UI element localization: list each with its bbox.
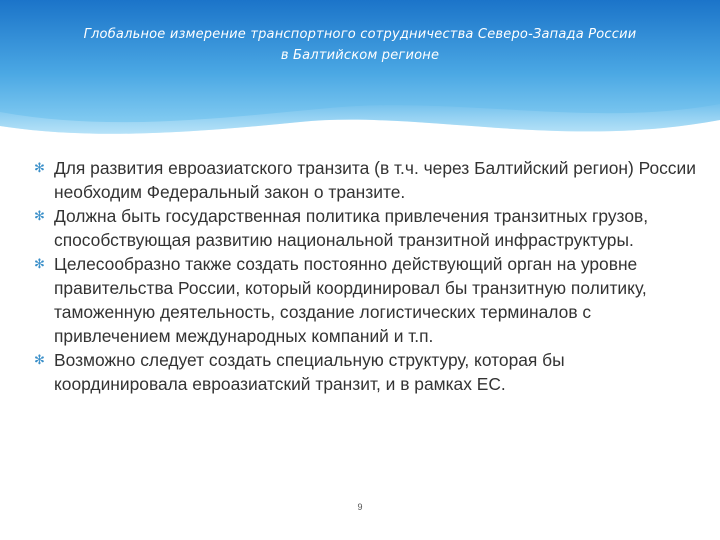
asterisk-icon: ✻ (34, 209, 45, 224)
bullet-item-state-policy (34, 204, 700, 252)
slide-title-line-2: в Балтийском регионе (280, 48, 440, 63)
asterisk-icon: ✻ (34, 257, 45, 272)
bullet-text: Для развития евроазиатского транзита (в т.ч. через Балтийский регион) России необходим Федеральный закон о транзите. (54, 158, 696, 202)
title-banner (0, 0, 720, 145)
slide-title (20, 24, 700, 66)
bullet-list (34, 156, 700, 396)
bullet-text: Целесообразно также создать постоянно действующий орган на уровне правительства России, который координировал бы транзитную политику, таможенную деятельность, создание логистических терминалов с привлечением международных компаний и т.п. (54, 254, 647, 346)
bullet-item-special-structure (34, 348, 700, 396)
bullet-text: Должна быть государственная политика привлечения транзитных грузов, способствующая развитию национальной транзитной инфраструктуры. (54, 206, 649, 250)
page-number: 9 (357, 502, 363, 512)
bullet-item-government-body (34, 252, 700, 348)
bullet-text: Возможно следует создать специальную структуру, которая бы координировала евроазиатский транзит, и в рамках ЕС. (54, 350, 565, 394)
slide-title-line-1: Глобальное измерение транспортного сотрудничества Северо-Запада России (83, 27, 637, 42)
bullet-item-transit-law (34, 156, 700, 204)
asterisk-icon: ✻ (34, 161, 45, 176)
asterisk-icon: ✻ (34, 353, 45, 368)
